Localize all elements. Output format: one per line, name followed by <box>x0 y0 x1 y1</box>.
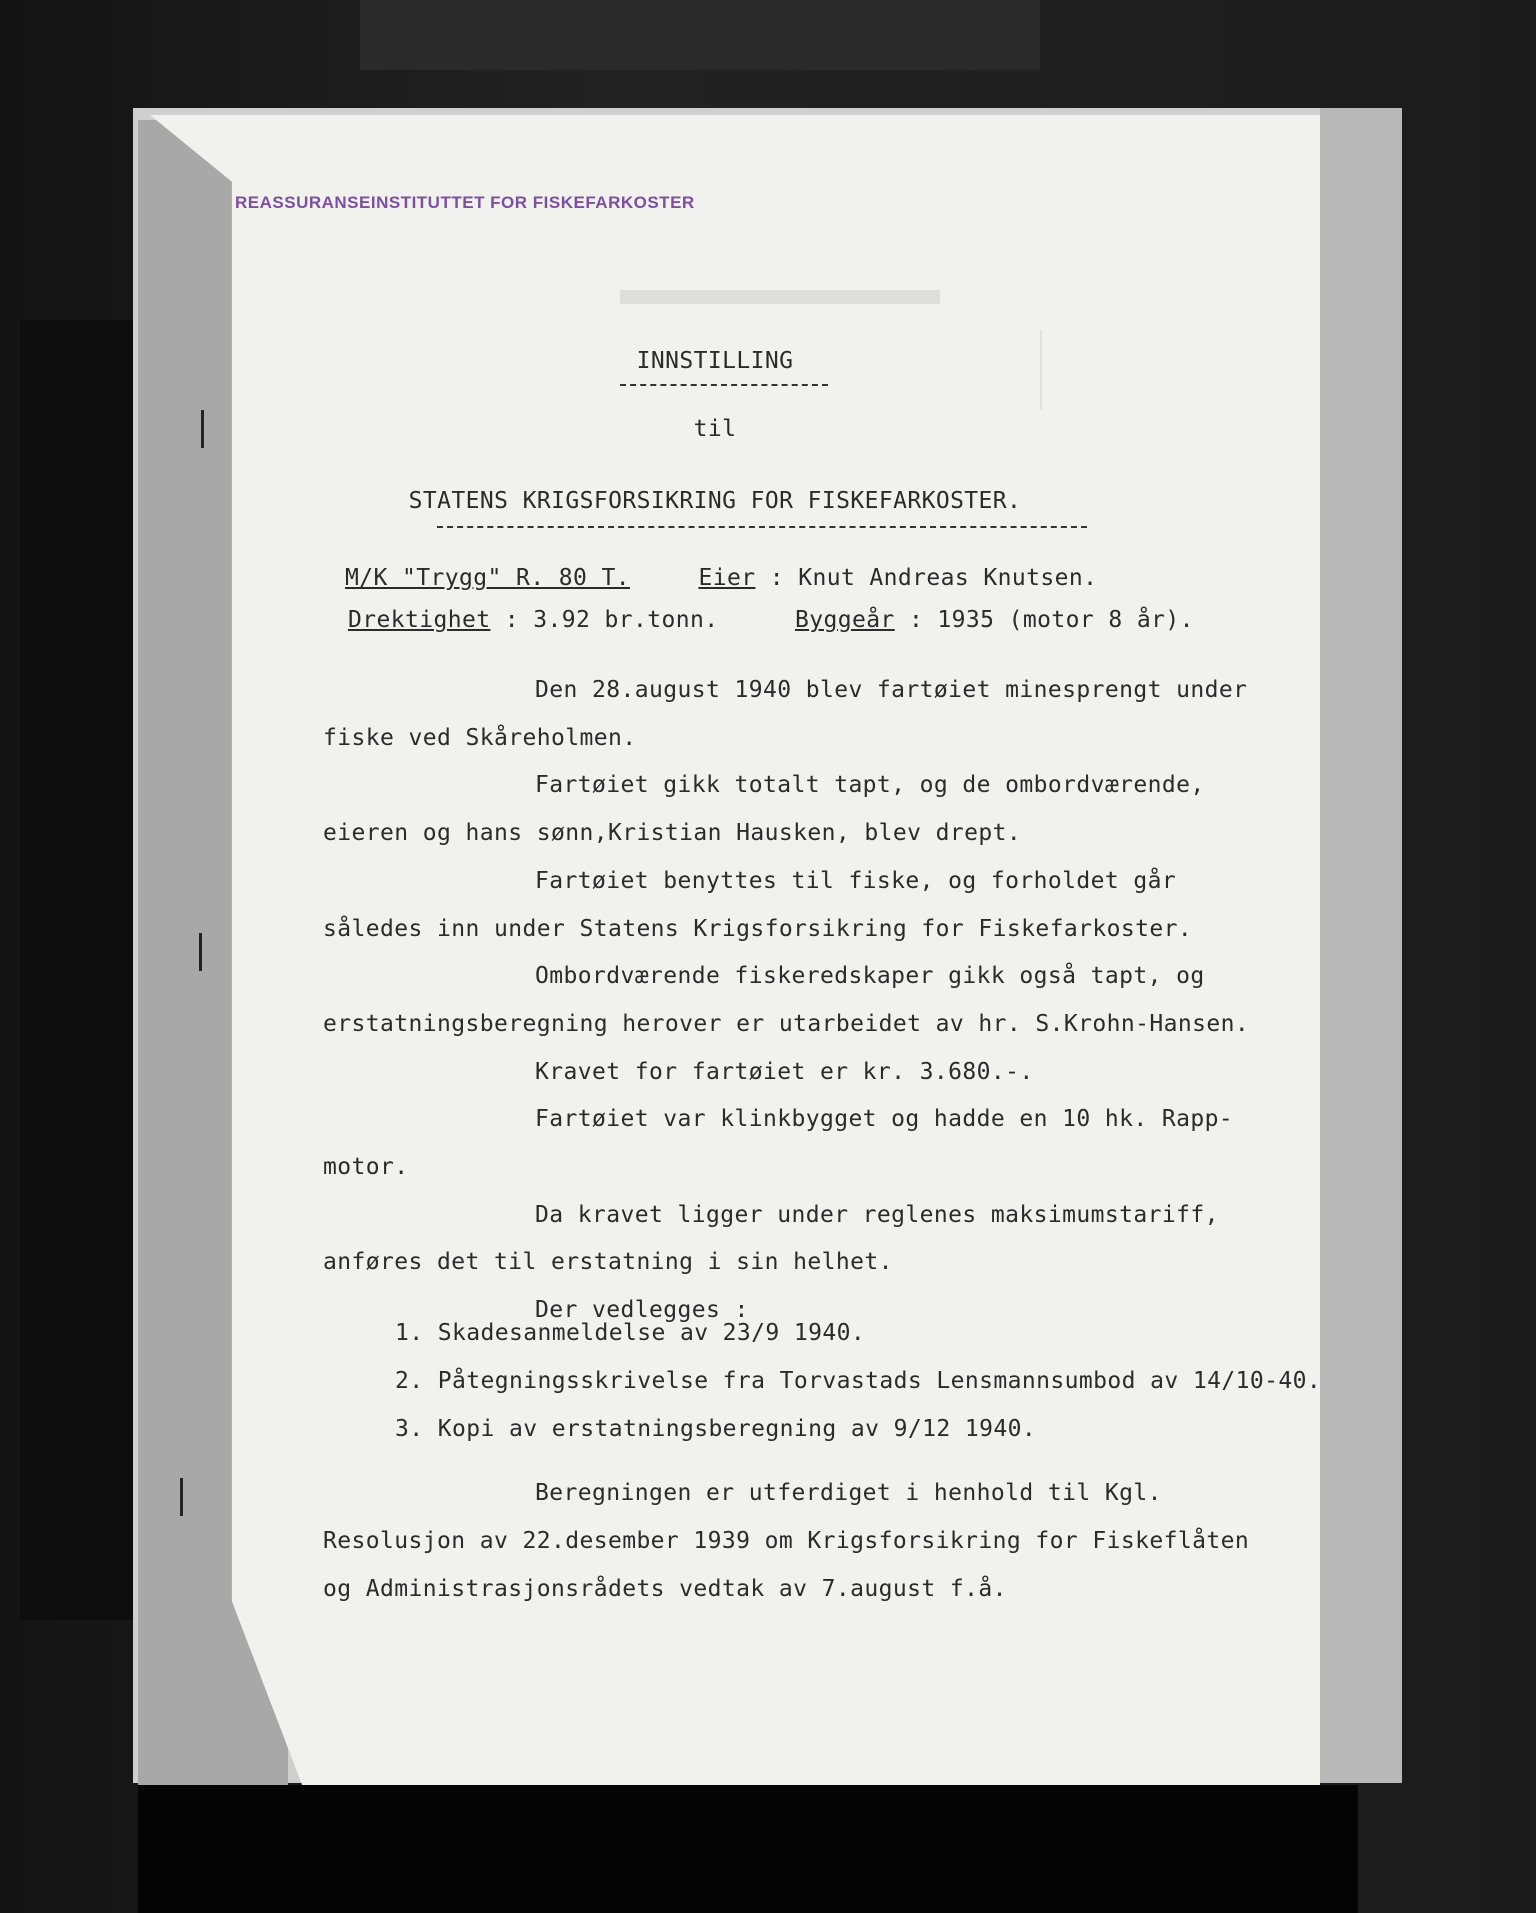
body-line: erstatningsberegning herover er utarbeidet av hr. S.Krohn-Hansen. <box>323 1010 1250 1037</box>
body-line: Den 28.august 1940 blev fartøiet minesprengt under <box>535 677 1248 703</box>
body-line: Ombordværende fiskeredskaper gikk også tapt, og <box>535 963 1205 990</box>
attachment-item: 2. Påtegningsskrivelse fra Torvastads Lensmannsumbod av 14/10-40. <box>395 1368 1322 1394</box>
body-line: Kravet for fartøiet er kr. 3.680.-. <box>535 1058 1034 1085</box>
owner-value: : Knut Andreas Knutsen. <box>769 565 1098 591</box>
vessel-info-row <box>345 565 1097 591</box>
recipient-underline <box>437 526 1087 528</box>
body-line: motor. <box>323 1154 409 1180</box>
binder-top-edge <box>360 0 1040 70</box>
vessel-name: M/K "Trygg" R. 80 T. <box>345 565 630 591</box>
staple-bottom <box>180 1478 183 1516</box>
owner-label: Eier <box>698 565 756 591</box>
body-line: fiske ved Skåreholmen. <box>323 724 637 751</box>
body-line: Da kravet ligger under reglenes maksimumstariff, <box>535 1201 1219 1228</box>
title-underline <box>620 384 828 386</box>
body-line: Der vedlegges : <box>535 1297 749 1324</box>
closing-line: Beregningen er utferdiget i henhold til Kgl. <box>535 1480 1162 1506</box>
binder-spine <box>20 320 150 1620</box>
body-line: således inn under Statens Krigsforsikring for Fiskefarkoster. <box>323 915 1193 942</box>
document-title: INNSTILLING <box>636 348 794 374</box>
built-label: Byggeår <box>794 607 895 633</box>
binder-bottom-edge <box>138 1785 1358 1913</box>
built-value: : 1935 (motor 8 år). <box>908 607 1194 633</box>
attachment-item: 3. Kopi av erstatningsberegning av 9/12 1940. <box>395 1416 1037 1442</box>
recipient: STATENS KRIGSFORSIKRING FOR FISKEFARKOSTER. <box>408 488 1022 514</box>
institute-stamp: REASSURANSEINSTITUTTET FOR FISKEFARKOSTER <box>235 193 695 212</box>
tonnage-value: : 3.92 br.tonn. <box>504 607 719 633</box>
vessel-specs-row <box>348 607 1194 633</box>
bleed-through-mark <box>620 290 940 304</box>
body-line: Fartøiet gikk totalt tapt, og de ombordværende, <box>535 772 1205 799</box>
closing-line: og Administrasjonsrådets vedtak av 7.august f.å. <box>323 1576 1007 1602</box>
tonnage-label: Drektighet <box>348 607 491 633</box>
underlying-page-edge <box>1320 108 1402 1783</box>
staple-middle <box>199 933 202 971</box>
body-line: Fartøiet var klinkbygget og hadde en 10 hk. Rapp- <box>535 1106 1234 1133</box>
body-line: eieren og hans sønn,Kristian Hausken, blev drept. <box>323 820 1022 847</box>
body-line: anføres det til erstatning i sin helhet. <box>323 1249 893 1276</box>
title-to: til <box>693 416 737 442</box>
closing-line: Resolusjon av 22.desember 1939 om Krigsforsikring for Fiskeflåten <box>323 1528 1250 1554</box>
attachment-item: 1. Skadesanmeldelse av 23/9 1940. <box>395 1320 866 1346</box>
body-line: Fartøiet benyttes til fiske, og forholdet går <box>535 867 1177 894</box>
